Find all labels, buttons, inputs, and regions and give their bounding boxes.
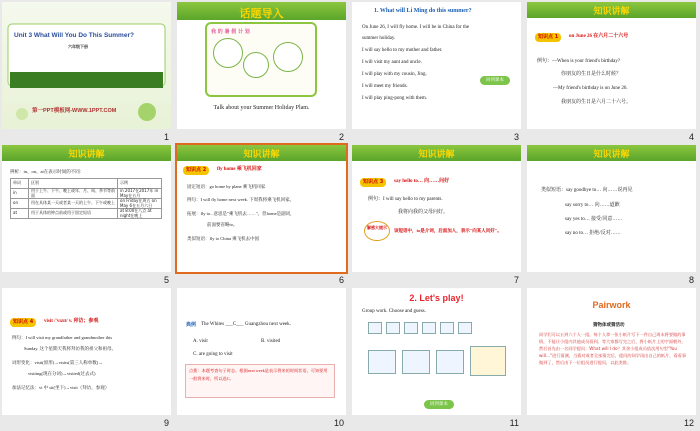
explanation-text: 点拨：本题考查句子时态。根据next week是表示将来的时间状语，可知要用一般将来时，所以选C。 [189, 368, 328, 381]
activity-heading: 猜物体或猜活动 [593, 322, 625, 327]
activity-card [402, 350, 430, 374]
slide-header: 知识讲解 [68, 150, 105, 160]
slide-thumb-3[interactable] [350, 0, 525, 143]
text-line: say sorry to… 向……道歉 [565, 203, 620, 208]
text-line: 我将向我的父母问好。 [398, 210, 449, 215]
table-cell: 用于上午、下午、晚上或年、月、周、季节等前面 [29, 189, 118, 199]
text-line: summer holiday. [362, 36, 396, 41]
slide-thumb-8[interactable] [525, 143, 700, 286]
text-line: 固定短语：go home by plane 乘飞机回家 [187, 184, 266, 189]
table-cell: in [11, 189, 29, 199]
slide-1-canvas [2, 2, 171, 129]
text-line: 加法记忆法：vi 中 sit(坐下)→visit（拜访，参观） [12, 385, 110, 390]
slide-thumb-9[interactable] [0, 286, 175, 429]
option[interactable]: A. visit [193, 339, 208, 344]
table-cell: at [11, 209, 29, 219]
slide-header: 知识讲解 [418, 150, 455, 160]
table-cell: in 2017在2017年 in May在五月 [118, 189, 162, 199]
activity-title: 2. Let's play! [409, 293, 464, 303]
plan-circle [273, 42, 303, 72]
activity-card [386, 322, 400, 334]
slide-6-canvas [177, 145, 346, 272]
text-line: 词形变化：visit(原形)→visits(第三人称单数)→ [12, 360, 103, 365]
text-line: I will visit my aunt and uncle. [362, 60, 422, 65]
text-line: 类似短语：fly to China 乘飞机去中国 [187, 236, 260, 241]
text-line: I will meet my friends. [362, 84, 408, 89]
text-line: Sunday. 这个星期天我将拜访我的祖父和祖母。 [24, 346, 116, 351]
intro-text: 辨析：in、on、at在表示时间的不同： [10, 169, 85, 174]
option[interactable]: B. visited [261, 339, 281, 344]
text-line: 你朋友的生日是什么时候？ [561, 72, 622, 77]
text-line: 例句：—When is your friend's birthday? [537, 59, 621, 64]
slide-10-canvas [177, 288, 346, 415]
activity-subtitle: Group work. Choose and guess. [362, 309, 426, 314]
table-header: 区别 [29, 179, 118, 189]
point-title: say hello to… 向……问好 [394, 179, 450, 184]
plan-circle [243, 52, 269, 78]
activity-card [436, 350, 464, 374]
plan-banner: 我 的 暑 假 计 划 [211, 29, 250, 35]
slide-7-canvas [352, 145, 521, 272]
slide-number: 5 [163, 275, 169, 285]
activity-card [470, 346, 506, 376]
comparison-table [10, 178, 162, 219]
question-title: 1. What will Li Ming do this summer? [374, 8, 472, 14]
text-line: I will play ping-pong with them. [362, 96, 427, 101]
question-text: The Whites ___C___ Guangzhou next week. [201, 322, 291, 327]
activity-text: 同学们可以五到六个人一组。每个人拿一张小纸片写下一件自己周末将要做的事情，不能让小组内其他成员看到。等大家都写完之后，将小纸片上的字面朝外，然后首先由一名同学提问：What will I do？其余小组成员依次用句型"You will…"进行猜测，当猜对或者全部猜完后，提问的同学再出自己的纸片，看看事做到了，然后由下一位组员进行提问，以此类推。 [539, 332, 687, 365]
text-line: 例句：I will fly home next week. 下周我将乘飞机回家。 [187, 197, 295, 202]
slide-5-canvas [2, 145, 171, 272]
slide-3-canvas [352, 2, 521, 129]
table-cell: 用于具体的钟点前或用于固定短语 [29, 209, 118, 219]
table-header: 单词 [11, 179, 29, 189]
text-line: I will say hello to my mother and father. [362, 48, 443, 53]
slide-number: 11 [509, 418, 519, 428]
slide-number: 12 [683, 418, 694, 428]
slide-header: 知识讲解 [593, 7, 630, 17]
point-title: visit /'vɪzɪt/ v. 拜访；参观 [44, 319, 99, 324]
table-cell: on Friday在周五 on May 6在五月六日 [118, 199, 162, 209]
slide-thumb-1[interactable] [0, 0, 175, 143]
slide-11-canvas [352, 288, 521, 415]
slide-number: 2 [338, 132, 344, 142]
topic-caption: Talk about your Summer Holiday Plam. [213, 105, 310, 111]
slide-2-canvas [177, 2, 346, 129]
knowledge-tag: 知识点 2 [183, 166, 209, 175]
slide-header: 知识讲解 [243, 150, 280, 160]
knowledge-tag: 知识点 3 [360, 178, 386, 187]
slide-number: 7 [513, 275, 519, 285]
slide-header: 话题导入 [239, 7, 284, 20]
text-line: 拓展：fly to...意思是"乘飞机去……"。但home是副词， [187, 211, 295, 216]
text-line: 我朋友的生日是六月二十六号。 [561, 100, 632, 105]
table-cell: at 8:00在八点 at night在晚上 [118, 209, 162, 219]
source-label: 第一PPT模板网-WWW.1PPT.COM [32, 108, 117, 114]
knowledge-tag: 知识点 1 [535, 33, 561, 42]
text-line: 前面要省略to。 [207, 222, 238, 227]
text-line: say yes to… 接受/同意…… [565, 217, 623, 222]
activity-card [368, 322, 382, 334]
slide-thumb-4[interactable] [525, 0, 700, 143]
table-cell: 用在具体某一天或者某一天的上午、下午或晚上 [29, 199, 118, 209]
activity-card [458, 322, 472, 334]
slide-thumb-12[interactable] [525, 286, 700, 429]
slide-12-canvas [527, 288, 696, 415]
unit-title: Unit 3 What Will You Do This Summer? [14, 32, 134, 39]
slide-9-canvas [2, 288, 171, 415]
back-to-book-button[interactable]: 回到课本 [480, 76, 510, 85]
example-tag: 典例 [186, 322, 197, 328]
slide-thumb-11[interactable] [350, 286, 525, 429]
lesson-band [10, 72, 163, 88]
activity-card [422, 322, 436, 334]
option[interactable]: C. are going to visit [193, 352, 233, 357]
slide-number: 4 [688, 132, 694, 142]
slide-thumb-7[interactable] [350, 143, 525, 286]
text-line: On June 26, I will fly home. I will be in China for the [362, 25, 470, 30]
hint-note: 该短语中，to是介词，后面加人，表示"向某人问好"。 [394, 228, 502, 233]
text-line: say no to… 拒绝/反对…… [565, 231, 621, 236]
table-cell: on [11, 199, 29, 209]
back-to-book-button[interactable]: 回到课本 [424, 400, 454, 409]
text-line: 例句：I will say hello to my parents. [368, 197, 443, 202]
plan-circle [213, 38, 243, 68]
slide-number: 10 [333, 418, 344, 428]
text-line: I will play with my cousin, Jing. [362, 72, 427, 77]
text-line: —My friend's birthday is on June 26. [553, 86, 628, 91]
slide-thumb-2[interactable] [175, 0, 350, 143]
activity-title: Pairwork [592, 300, 631, 310]
activity-card [440, 322, 454, 334]
point-title: on June 26 在六月二十六号 [569, 34, 629, 39]
slide-number: 3 [513, 132, 519, 142]
slide-8-canvas [527, 145, 696, 272]
slide-header: 知识讲解 [593, 150, 630, 160]
text-line: 例句：I will visit my grandfather and grandmother this [12, 335, 113, 340]
hint-cloud [364, 221, 390, 241]
slide-thumb-6[interactable] [175, 143, 350, 286]
slide-number: 6 [338, 275, 344, 285]
slide-thumb-10[interactable] [175, 286, 350, 429]
knowledge-tag: 知识点 4 [10, 318, 36, 327]
activity-card [404, 322, 418, 334]
grade-label: 六年级下册 [68, 44, 88, 49]
activity-card [368, 350, 396, 374]
hint-cloud-label: 解惑大提示 [367, 225, 387, 230]
point-title: fly home 乘飞机回家 [217, 167, 262, 172]
slide-number: 1 [163, 132, 169, 142]
slide-number: 9 [163, 418, 169, 428]
text-line: 类似短语：say goodbye to… 向……说再见 [541, 188, 633, 193]
slide-number: 8 [688, 275, 694, 285]
table-header: 示例 [118, 179, 162, 189]
text-line: visiting(现在分词)→visited(过去式) [28, 371, 96, 376]
slide-thumb-5[interactable] [0, 143, 175, 286]
slide-4-canvas [527, 2, 696, 129]
